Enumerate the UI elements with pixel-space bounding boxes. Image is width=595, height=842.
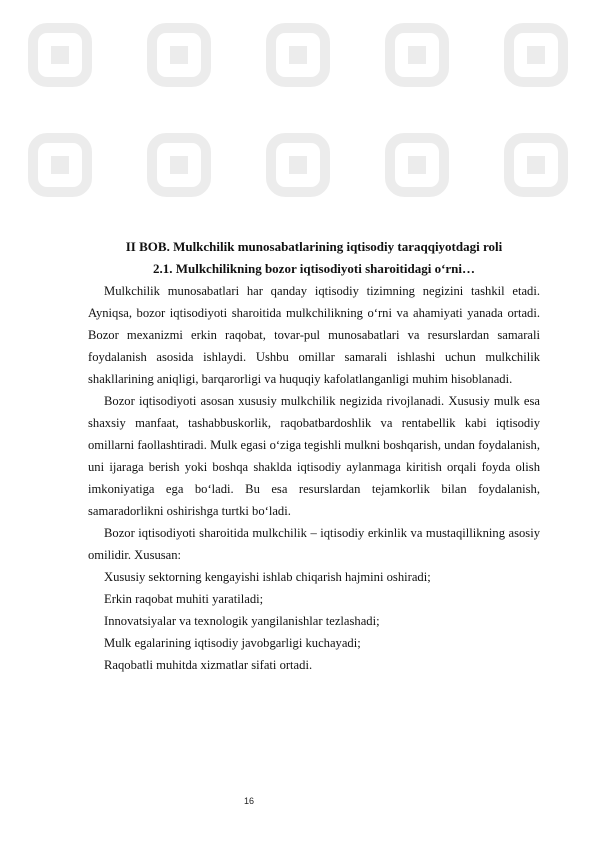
list-item: Erkin raqobat muhiti yaratiladi; [104,592,264,606]
watermark-row [0,20,595,90]
logo-watermark-icon [382,130,452,200]
logo-watermark-icon [25,130,95,200]
logo-watermark-icon [382,20,452,90]
list-item: Innovatsiyalar va texnologik yangilanishlar tezlashadi; [104,614,380,628]
list-item: Xususiy sektorning kengayishi ishlab chiqarish hajmini oshiradi; [104,570,431,584]
logo-watermark-icon [263,130,333,200]
list-item: Raqobatli muhitda xizmatlar sifati ortadi. [104,658,313,672]
logo-watermark-icon [501,130,571,200]
logo-watermark-icon [25,20,95,90]
section-title: 2.1. Mulkchilikning bozor iqtisodiyoti sharoitidagi o‘rni… [152,261,476,276]
paragraph: Mulkchilik munosabatlari har qanday iqtisodiy tizimning negizini tashkil etadi. Ayniqsa, bozor iqtisodiyoti sharoitida mulkchilikning o‘rni va ahamiyati yanada ortadi. Bozor mexanizmi erkin raqobat, tovar-pul munosabatlari va resurslardan samarali foydalanish asosida ishlaydi. Ushbu omillar samarali ishlashi uchun mulkchilik shakllarining aniqligi, barqarorligi va huquqiy kafolatlanganligi muhim hisoblanadi. [88,284,540,386]
paragraph: Bozor iqtisodiyoti asosan xususiy mulkchilik negizida rivojlanadi. Xususiy mulk esa shaxsiy manfaat, tashabbuskorlik, raqobatbardoshlik va rentabellik kabi iqtisodiy omillarni faollashtiradi. Mulk egasi o‘ziga tegishli mulkni boshqarish, undan foydalanish, uni ijaraga berish yoki boshqa shaklda iqtisodiy aylanmaga kiritish orqali foyda olish imkoniyatiga ega bo‘ladi. Bu esa resurslardan tejamkorlik bilan foydalanish, samaradorlikni oshirishga turtki bo‘ladi. [88,394,540,518]
list-item: Mulk egalarining iqtisodiy javobgarligi kuchayadi; [104,636,361,650]
logo-watermark-icon [263,20,333,90]
watermark-row [0,130,595,200]
page-number: 16 [244,796,255,806]
chapter-title: II BOB. Mulkchilik munosabatlarining iqtisodiy taraqqiyotdagi roli [125,239,503,254]
document-page [88,236,540,676]
logo-watermark-icon [144,20,214,90]
benefits-list [88,566,540,676]
logo-watermark-icon [501,20,571,90]
logo-watermark-icon [144,130,214,200]
paragraph: Bozor iqtisodiyoti sharoitida mulkchilik – iqtisodiy erkinlik va mustaqillikning asosiy omilidir. Xususan: [88,526,540,562]
